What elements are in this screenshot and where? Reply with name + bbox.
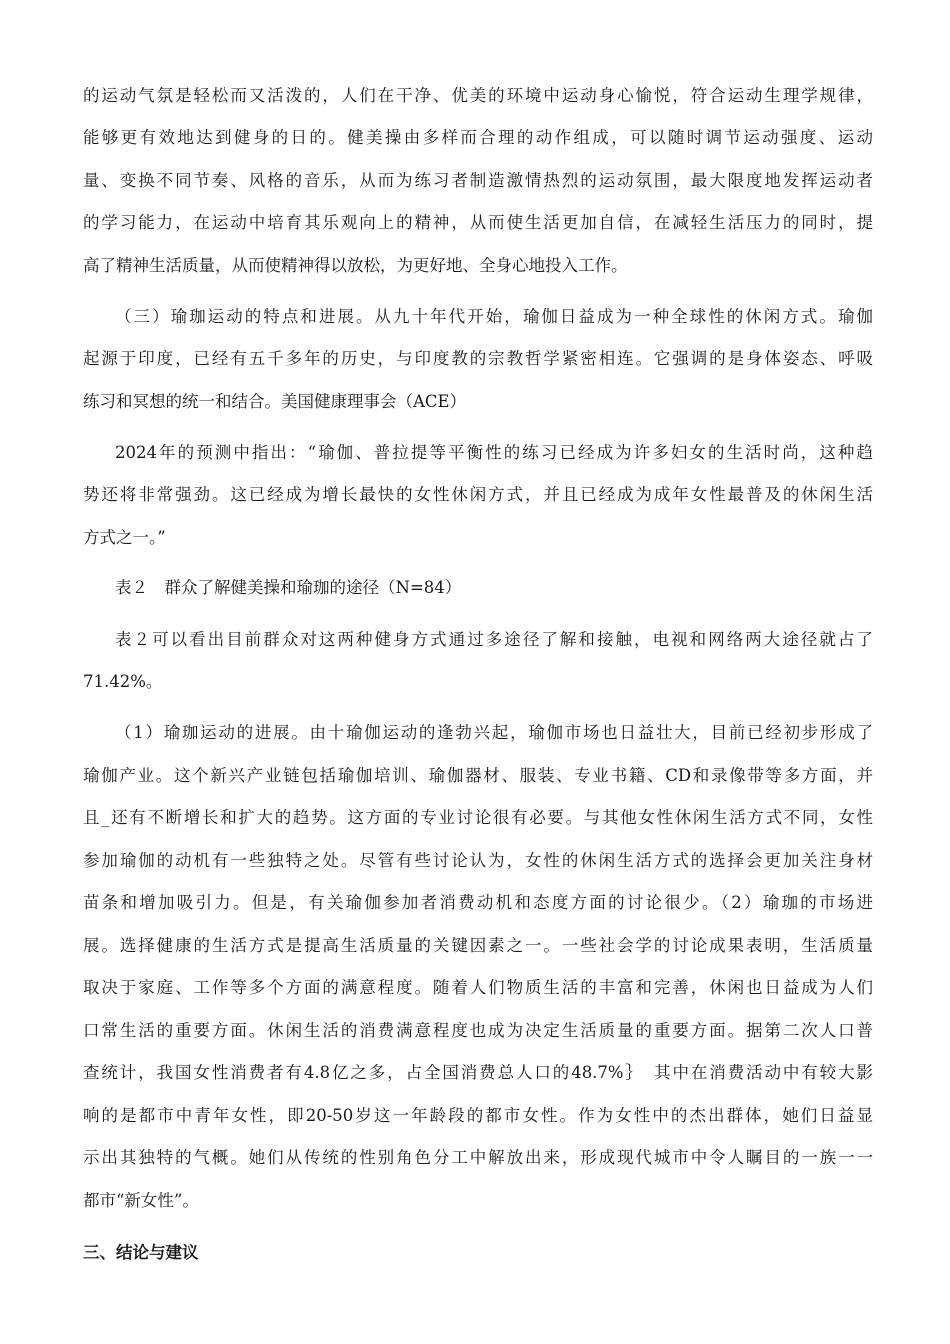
paragraph-line: 能够更有效地达到健身的日的。健美操由多样而合理的动作组成，可以随时调节运动强度、运动 — [83, 128, 873, 147]
paragraph-line: 且_还有不断增长和扩大的趋势。这方面的专业讨论很有必要。与其他女性休闲生活方式不同，女性 — [83, 808, 873, 827]
paragraph-line: 量、变换不同节奏、风格的音乐，从而为练习者制造激情热烈的运动氛围，最大限度地发挥运动者 — [83, 171, 873, 190]
paragraph-line: 示出其独特的气概。她们从传统的性别角色分工中解放出来，形成现代城市中令人瞩目的一族一一 — [83, 1148, 873, 1167]
table-caption: 表２ 群众了解健美操和瑜珈的途径（N=84） — [115, 578, 462, 597]
paragraph-line: （1）瑜珈运动的进展。由十瑜伽运动的逢勃兴起，瑜伽市场也日益壮大，目前已经初步形成了 — [115, 723, 873, 742]
paragraph-line: 2024年的预测中指出：“瑜伽、普拉提等平衡性的练习已经成为许多妇女的生活时尚，这种趋 — [115, 443, 873, 462]
paragraph-line: 查统计，我国女性消费者有4.8亿之多，占全国消费总人口的48.7%｝ 其中在消费活动中有较大影 — [83, 1063, 873, 1082]
paragraph-line: 口常生活的重要方面。休闲生活的消费满意程度也成为决定生活质量的重要方面。据第二次人口普 — [83, 1021, 873, 1040]
paragraph-line: 的运动气氛是轻松而又活泼的，人们在干净、优美的环境中运动身心愉悦，符合运动生理学规律， — [83, 86, 873, 105]
paragraph-line: 起源于印度，已经有五千多年的历史，与印度教的宗教哲学紧密相连。它强调的是身体姿态、呼吸 — [83, 349, 873, 368]
paragraph-line: 响的是都市中青年女性，即20-50岁这一年龄段的都市女性。作为女性中的杰出群体，她们日益显 — [83, 1106, 873, 1125]
paragraph-line: 瑜伽产业。这个新兴产业链包括瑜伽培训、瑜伽器材、服装、专业书籍、CD和录像带等多方面，并 — [83, 766, 873, 785]
paragraph-line: 高了精神生活质量，从而使精神得以放松，为更好地、全身心地投入工作。 — [83, 256, 628, 275]
paragraph-line: 的学习能力，在运动中培育其乐观向上的精神，从而使生活更加自信，在减轻生活压力的同时，提 — [83, 213, 873, 232]
paragraph-line: 取决于家庭、工作等多个方面的满意程度。随着人们物质生活的丰富和完善，休闲也日益成为人们 — [83, 978, 873, 997]
paragraph-line: 71.42%。 — [83, 672, 163, 691]
paragraph-line: 都市“新女性”。 — [83, 1191, 199, 1210]
paragraph-line: 展。选择健康的生活方式是提高生活质量的关键因素之一。一些社会学的讨论成果表明，生活质量 — [83, 936, 873, 955]
paragraph-line: 表２可以看出目前群众对这两种健身方式通过多途径了解和接触，电视和网络两大途径就占了 — [115, 630, 873, 649]
paragraph-line: 参加瑜伽的动机有一些独特之处。尽管有些讨论认为，女性的休闲生活方式的选择会更加关注身材 — [83, 851, 873, 870]
paragraph-line: 方式之一。” — [83, 528, 166, 547]
section-heading: 三、结论与建议 — [83, 1243, 199, 1262]
paragraph-line: 练习和冥想的统一和结合。美国健康理事会（ACE） — [83, 392, 467, 411]
paragraph-line: 苗条和增加吸引力。但是，有关瑜伽参加者消费动机和态度方面的讨论很少。（2）瑜珈的市场进 — [83, 893, 873, 912]
paragraph-line: 势还将非常强劲。这已经成为增长最快的女性休闲方式，并且已经成为成年女性最普及的休闲生活 — [83, 485, 873, 504]
paragraph-line: （三）瑜珈运动的特点和进展。从九十年代开始，瑜伽日益成为一种全球性的休闲方式。瑜伽 — [115, 307, 873, 326]
